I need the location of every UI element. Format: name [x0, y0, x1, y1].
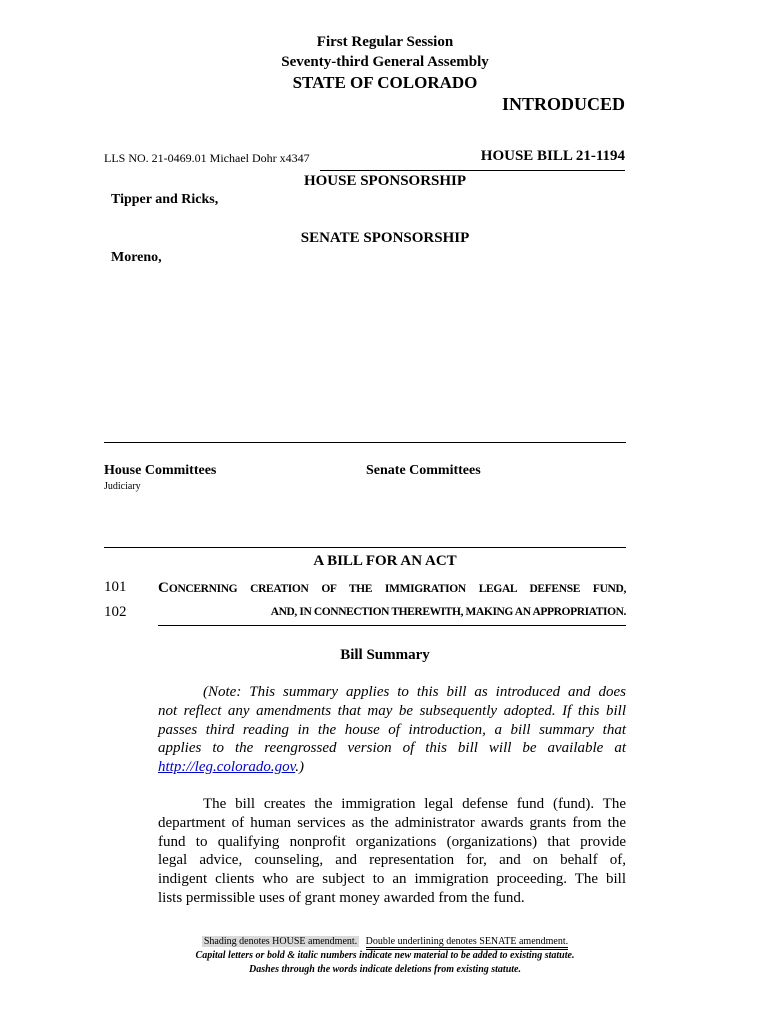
header-rule [320, 170, 625, 171]
session-label: First Regular Session [316, 34, 454, 50]
bill-for-act-heading: A BILL FOR AN ACT [313, 553, 457, 569]
body-line: fund to qualifying nonprofit organizations (organizations) that provide [158, 833, 626, 850]
note-line: not reflect any amendments that may be subsequently adopted. If this bill [158, 702, 626, 719]
leg-colorado-link[interactable]: http://leg.colorado.gov [158, 759, 296, 776]
bill-number: HOUSE BILL 21-1194 [480, 148, 625, 164]
footer-capital-note: Capital letters or bold & italic numbers indicate new material to be added to existing statute. [195, 950, 575, 961]
senate-underline-note: Double underlining denotes SENATE amendment. [366, 936, 568, 950]
state-label: STATE OF COLORADO [292, 73, 478, 92]
title-line-1-text: ONCERNING CREATION OF THE IMMIGRATION LEGAL DEFENSE FUND, [168, 583, 626, 595]
senate-sponsors: Moreno, [111, 250, 162, 265]
house-committee-judiciary: Judiciary [104, 481, 141, 492]
body-line: department of human services as the administrator awards grants from the [158, 814, 626, 831]
introduced-status: INTRODUCED [501, 94, 625, 114]
sponsorship-rule [104, 442, 626, 443]
footer-amendment-legend [0, 936, 770, 947]
bill-summary-heading: Bill Summary [340, 647, 430, 663]
title-initial: C [158, 580, 169, 596]
line-number-102: 102 [104, 604, 127, 620]
note-link-line [158, 758, 626, 777]
note-end: .) [295, 759, 304, 776]
title-line-2: AND, IN CONNECTION THEREWITH, MAKING AN APPROPRIATION. [270, 606, 626, 618]
body-line: legal advice, counseling, and representation for, and on behalf of, [158, 852, 626, 869]
house-committees-heading: House Committees [104, 463, 217, 478]
house-shading-note: Shading denotes HOUSE amendment. [203, 936, 358, 947]
note-line: passes third reading in the house of introduction, a bill summary that [158, 721, 626, 738]
title-rule [158, 625, 626, 626]
title-line-1 [158, 579, 626, 597]
line-number-101: 101 [104, 579, 127, 595]
lls-number: LLS NO. 21-0469.01 Michael Dohr x4347 [104, 151, 310, 165]
summary-body [158, 795, 626, 908]
body-line: The bill creates the immigration legal defense fund (fund). The [203, 796, 626, 812]
committees-rule [104, 547, 626, 548]
note-line: applies to the reengrossed version of this bill will be available at [158, 740, 626, 757]
house-sponsorship-heading: HOUSE SPONSORSHIP [303, 173, 467, 189]
house-sponsors: Tipper and Ricks, [111, 192, 219, 207]
body-line: indigent clients who are subject to an immigration proceeding. The bill [158, 871, 626, 888]
senate-committees-heading: Senate Committees [366, 463, 481, 478]
footer-dashes-note: Dashes through the words indicate deletions from existing statute. [249, 964, 521, 975]
assembly-label: Seventy-third General Assembly [281, 54, 489, 70]
summary-note [158, 683, 626, 777]
senate-sponsorship-heading: SENATE SPONSORSHIP [300, 230, 470, 246]
body-line: lists permissible uses of grant money awarded from the fund. [158, 889, 525, 906]
note-line: (Note: This summary applies to this bill as introduced and does [203, 684, 626, 700]
